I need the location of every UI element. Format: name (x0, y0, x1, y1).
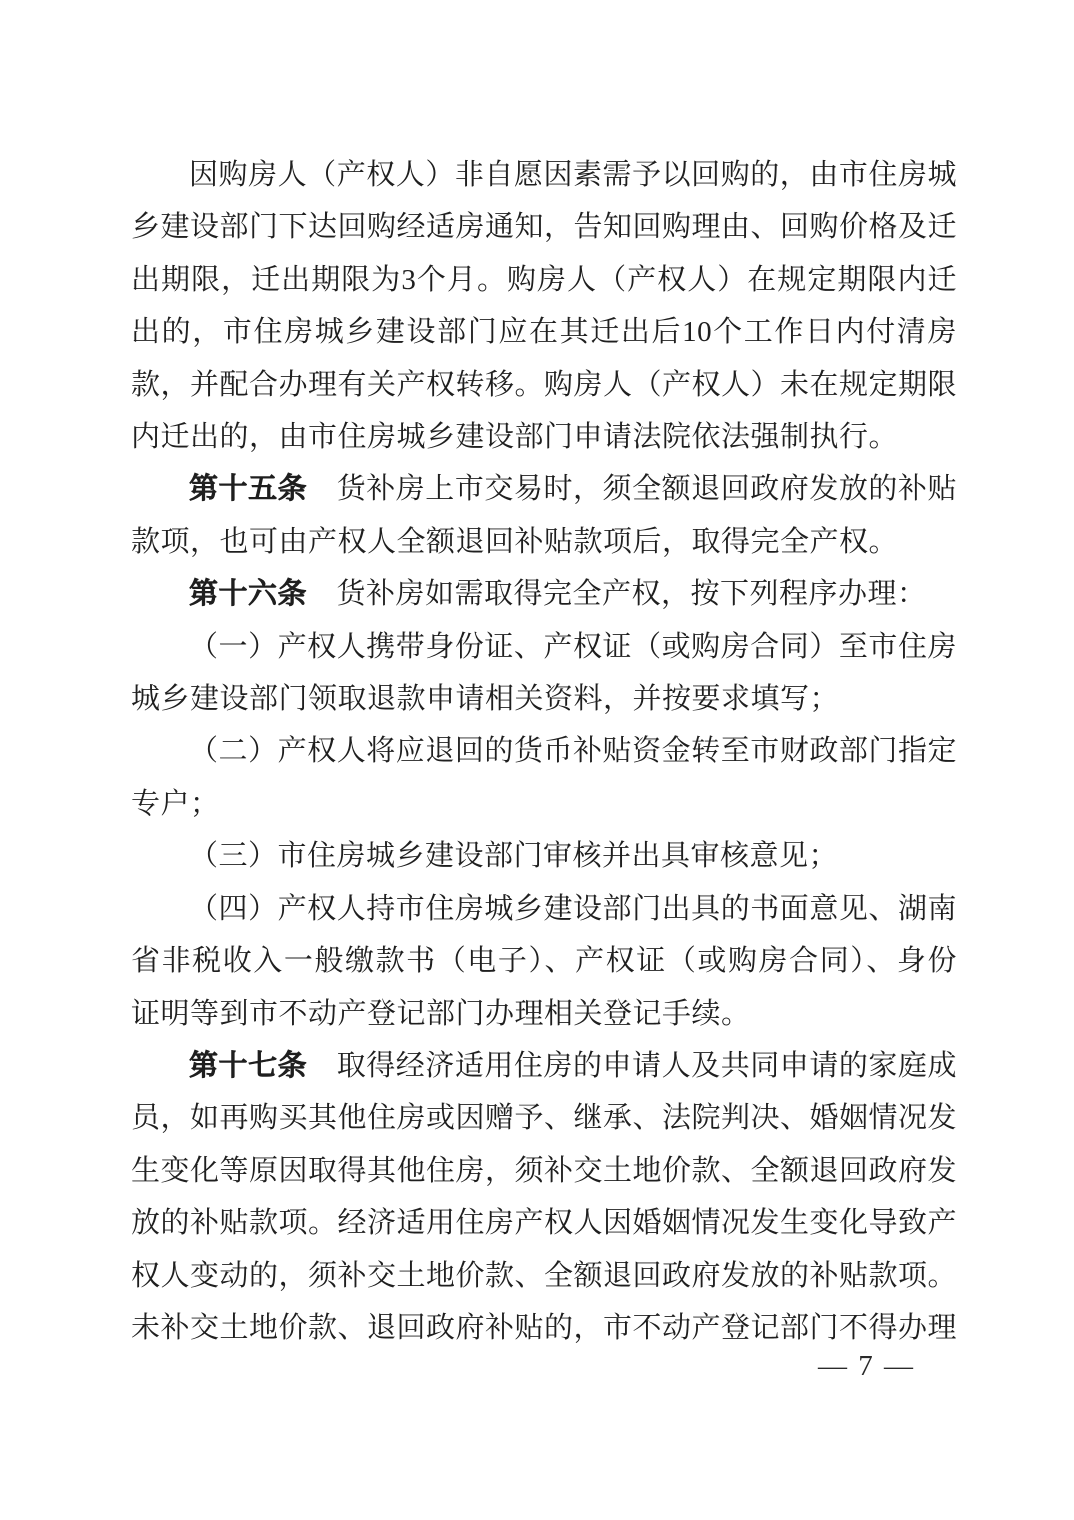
document-body (131, 149, 957, 1354)
paragraph-article-17 (131, 1040, 957, 1354)
paragraph-text: （三）市住房城乡建设部门审核并出具审核意见； (189, 840, 839, 873)
paragraph-item-3 (131, 830, 957, 882)
paragraph-text: 取得经济适用住房的申请人及共同申请的家庭成员，如再购买其他住房或因赠予、继承、法院判决、婚姻情况发生变化等原因取得其他住房，须补交土地价款、全额退回政府发放的补贴款项。经济适用住房产权人因婚姻情况发生变化导致产权人变动的，须补交土地价款、全额退回政府发放的补贴款项。未补交土地价款、退回政府补贴的，市不动产登记部门不得办理 (131, 1049, 958, 1344)
article-15-heading: 第十五条 (189, 473, 308, 506)
paragraph-article-15 (131, 463, 957, 568)
article-16-heading: 第十六条 (189, 578, 308, 611)
paragraph-item-4 (131, 883, 957, 1040)
paragraph-text: 因购房人（产权人）非自愿因素需予以回购的，由市住房城乡建设部门下达回购经适房通知，告知回购理由、回购价格及迁出期限，迁出期限为3个月。购房人（产权人）在规定期限内迁出的，市住房城乡建设部门应在其迁出后10个工作日内付清房款，并配合办理有关产权转移。购房人（产权人）未在规定期限内迁出的，由市住房城乡建设部门申请法院依法强制执行。 (131, 159, 958, 454)
article-17-heading: 第十七条 (189, 1049, 308, 1082)
paragraph-item-2 (131, 725, 957, 830)
paragraph-text: （四）产权人持市住房城乡建设部门出具的书面意见、湖南省非税收入一般缴款书（电子）、产权证（或购房合同）、身份证明等到市不动产登记部门办理相关登记手续。 (131, 892, 957, 1030)
page-number: — 7 — (818, 1350, 915, 1382)
paragraph-buyback-procedure (131, 149, 957, 463)
paragraph-text: （二）产权人将应退回的货币补贴资金转至市财政部门指定专户； (131, 735, 957, 820)
paragraph-text: 货补房如需取得完全产权，按下列程序办理： (307, 578, 927, 611)
paragraph-text: （一）产权人携带身份证、产权证（或购房合同）至市住房城乡建设部门领取退款申请相关资料，并按要求填写； (131, 630, 957, 716)
paragraph-article-16 (131, 568, 957, 620)
paragraph-text: 货补房上市交易时，须全额退回政府发放的补贴款项，也可由产权人全额退回补贴款项后，取得完全产权。 (131, 473, 957, 558)
paragraph-item-1 (131, 621, 957, 726)
